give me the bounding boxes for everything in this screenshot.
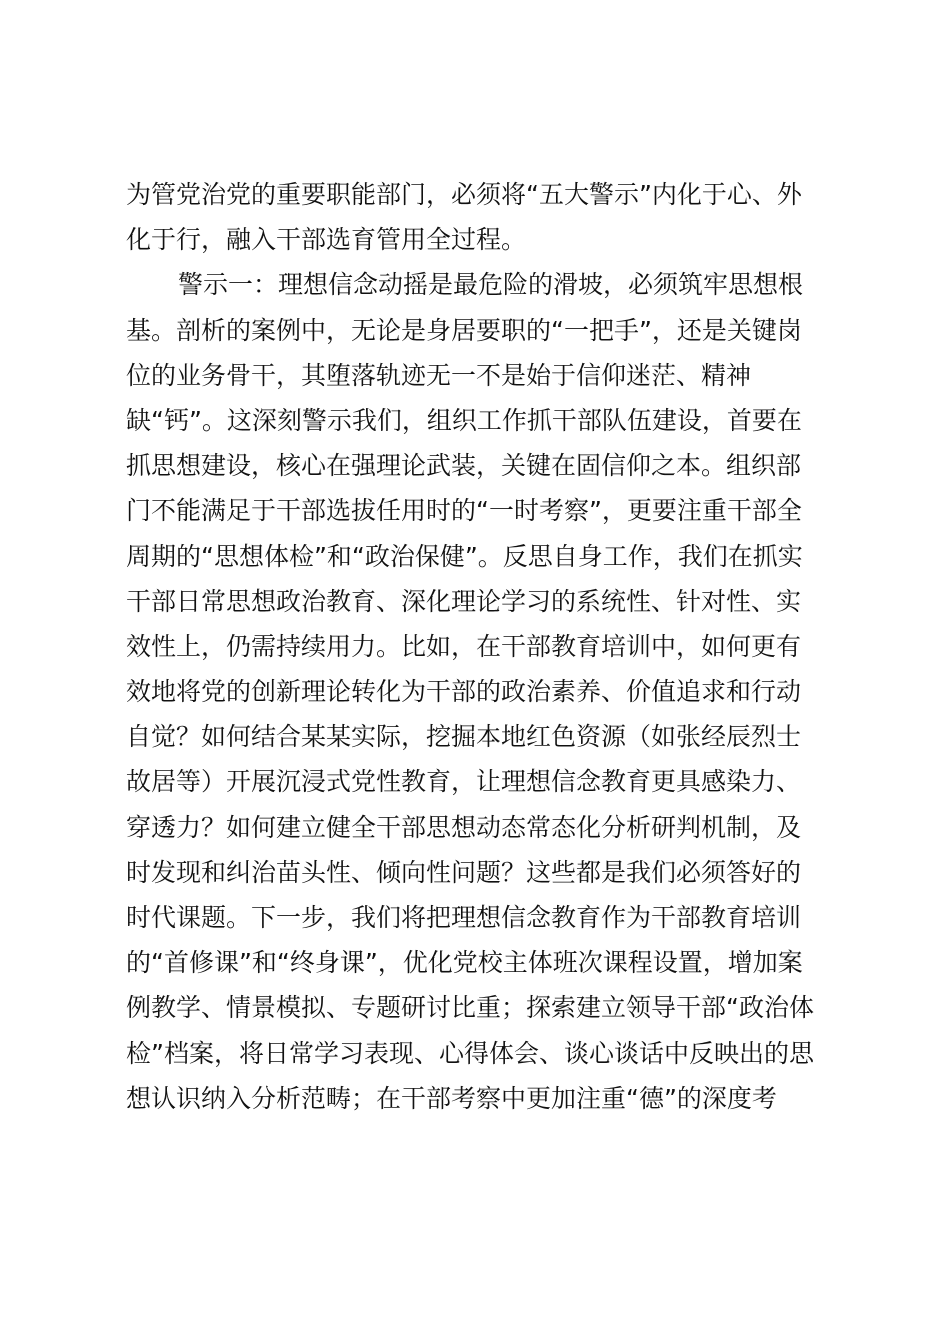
text-line: 位的业务骨干，其堕落轨迹无一不是始于信仰迷茫、精神 <box>126 360 752 390</box>
text-line: 想认识纳入分析范畴；在干部考察中更加注重“德”的深度考 <box>126 1083 777 1113</box>
text-line: 故居等）开展沉浸式党性教育，让理想信念教育更具感染力、 <box>126 767 802 797</box>
text-line: 穿透力？如何建立健全干部思想动态常态化分析研判机制，及 <box>126 812 802 842</box>
text-line: 门不能满足于干部选拔任用时的“一时考察”，更要注重干部全 <box>126 496 802 526</box>
text-line: 时发现和纠治苗头性、倾向性问题？这些都是我们必须答好的 <box>126 857 802 887</box>
text-line: 化于行，融入干部选育管用全过程。 <box>126 225 527 255</box>
text-line: 基。剖析的案例中，无论是身居要职的“一把手”，还是关键岗 <box>126 315 802 345</box>
paragraph-start-line: 警示一：理想信念动摇是最危险的滑坡，必须筑牢思想根 <box>178 270 804 300</box>
text-line: 效性上，仍需持续用力。比如，在干部教育培训中，如何更有 <box>126 631 802 661</box>
text-line: 干部日常思想政治教育、深化理论学习的系统性、针对性、实 <box>126 586 802 616</box>
text-line: 缺“钙”。这深刻警示我们，组织工作抓干部队伍建设，首要在 <box>126 405 802 435</box>
text-line: 抓思想建设，核心在强理论武装，关键在固信仰之本。组织部 <box>126 451 802 481</box>
text-line: 自觉？如何结合某某实际，挖掘本地红色资源（如张经辰烈士 <box>126 722 802 752</box>
text-line: 检”档案，将日常学习表现、心得体会、谈心谈话中反映出的思 <box>126 1038 814 1068</box>
text-line: 例教学、情景模拟、专题研讨比重；探索建立领导干部“政治体 <box>126 993 814 1023</box>
text-line: 的“首修课”和“终身课”，优化党校主体班次课程设置，增加案 <box>126 948 803 978</box>
document-body <box>126 172 826 1121</box>
text-line: 效地将党的创新理论转化为干部的政治素养、价值追求和行动 <box>126 677 802 707</box>
text-line: 时代课题。下一步，我们将把理想信念教育作为干部教育培训 <box>126 903 802 932</box>
text-line: 周期的“思想体检”和“政治保健”。反思自身工作，我们在抓实 <box>126 541 803 571</box>
text-line: 为管党治党的重要职能部门，必须将“五大警示”内化于心、外 <box>126 180 802 209</box>
